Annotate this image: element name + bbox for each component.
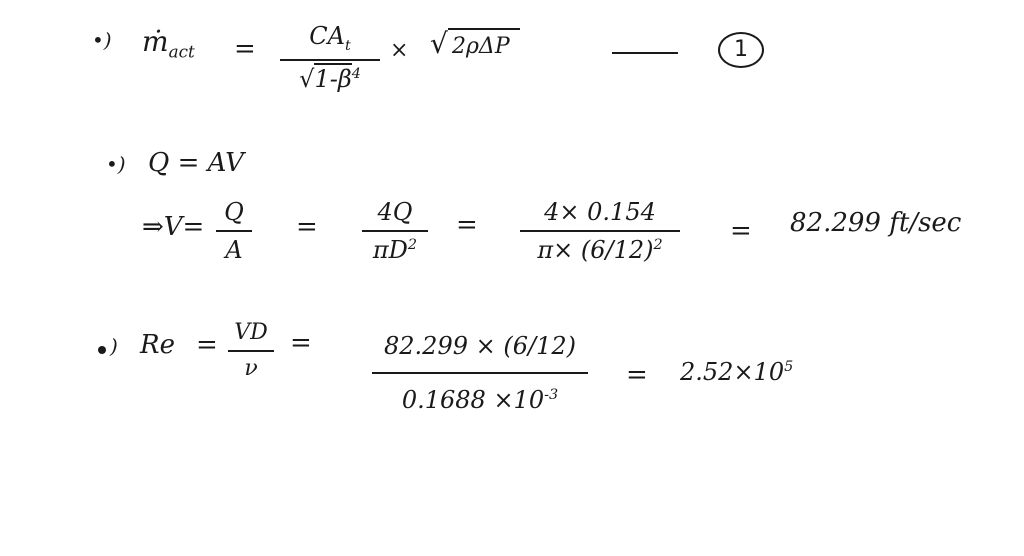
fraction-bar: [280, 59, 380, 61]
velocity-result: 82.299 ft/sec: [790, 208, 962, 238]
bullet-2: •): [106, 152, 126, 176]
vd-over-nu-fraction: VD ν: [228, 322, 274, 380]
fraction-numerator: $CA_t$: [309, 22, 351, 54]
equals-sign: =: [290, 328, 312, 358]
root-sign: √: [430, 27, 448, 60]
bullet-dot: [98, 346, 106, 354]
4q-over-pid2-fraction: 4Q $\pi D^2$: [362, 200, 428, 262]
velocity-substitution-fraction: 4× 0.154 $\pi\times (6/12)^2$: [520, 200, 680, 262]
bullet-4: ): [110, 334, 118, 358]
root-argument: 2ρΔP: [452, 34, 510, 59]
bullet-1: •): [92, 28, 112, 52]
reynolds-substitution-fraction: 82.299 × (6/12) $0.1688 \times 10^{-3}$: [372, 334, 588, 412]
mass-flow-symbol: ṁ$_{act}$: [142, 25, 195, 62]
equation-dash: [612, 52, 678, 54]
equals-sign: =: [626, 360, 648, 390]
reynolds-symbol: Re: [140, 330, 175, 360]
fraction-denominator: $√1-\beta^4$: [299, 65, 361, 94]
mass-flow-fraction: [280, 22, 380, 94]
equals-sign: =: [196, 330, 218, 360]
equals-sign: =: [456, 210, 478, 240]
equals-sign: =: [730, 216, 752, 246]
times-sign: ×: [390, 38, 409, 63]
continuity-equation: Q = AV: [148, 148, 244, 178]
root-overline: [448, 28, 520, 30]
equals-sign: =: [296, 212, 318, 242]
velocity-prefix: ⇒V=: [142, 212, 205, 242]
reynolds-result: $2.52\times 10^5$: [680, 358, 794, 386]
equation-number: 1: [718, 32, 764, 68]
equals-sign: =: [234, 34, 256, 64]
q-over-a-fraction: Q A: [216, 200, 252, 262]
